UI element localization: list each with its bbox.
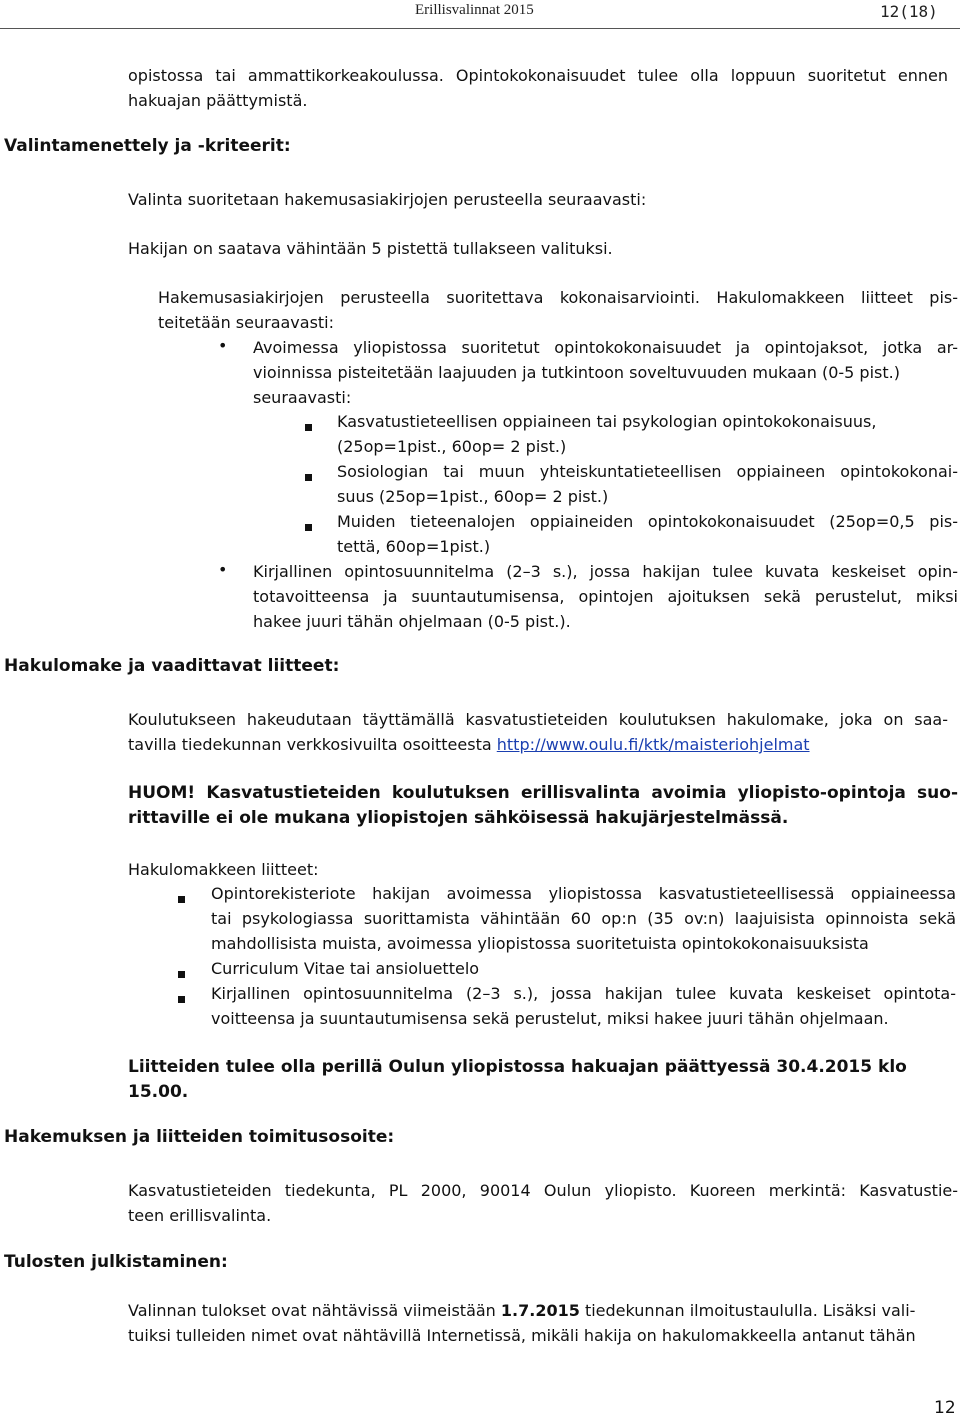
square-bullet-icon bbox=[178, 888, 185, 907]
square-bullet-icon bbox=[305, 466, 312, 485]
sub-bullet-3-line-2: tettä, 60op=1pist.) bbox=[337, 537, 491, 556]
tulokset-date: 1.7.2015 bbox=[500, 1301, 580, 1320]
deadline-line-2: 15.00. bbox=[128, 1082, 189, 1102]
liite-item-2: Curriculum Vitae tai ansioluettelo bbox=[211, 959, 480, 978]
document-header-title: Erillisvalinnat 2015 bbox=[415, 2, 534, 18]
liite-item-1-line-3: mahdollisista muista, avoimessa yliopistossa suoritetuista opintokokonaisuuksista bbox=[211, 934, 869, 953]
liite-item-3-line-1: Kirjallinen opintosuunnitelma (2–3 s.), jossa hakijan tulee kuvata keskeiset opintota- bbox=[211, 984, 956, 1003]
hakulomake-paragraph-line-2 bbox=[128, 732, 810, 757]
bullet-dot-icon: • bbox=[218, 336, 228, 355]
liite-item-3-line-2: voitteensa ja suuntautumisensa sekä perustelut, miksi hakee juuri tähän ohjelmaan. bbox=[211, 1009, 889, 1028]
intro-line-2: hakuajan päättymistä. bbox=[128, 91, 308, 110]
square-bullet-icon bbox=[178, 988, 185, 1007]
toimitus-address-line-2: teen erillisvalinta. bbox=[128, 1206, 272, 1225]
hakulomake-paragraph-line-1: Koulutukseen hakeudutaan täyttämällä kasvatustieteiden koulutuksen hakulomake, joka on saa- bbox=[128, 710, 948, 729]
bullet-1-line-3: seuraavasti: bbox=[253, 388, 352, 407]
sub-bullet-2-line-2: suus (25op=1pist., 60op= 2 pist.) bbox=[337, 487, 609, 506]
tulokset-text-c: tiedekunnan ilmoitustaululla. Lisäksi vali- bbox=[579, 1301, 916, 1320]
valinta-paragraph-2: Hakijan on saatava vähintään 5 pistettä tullakseen valituksi. bbox=[128, 239, 613, 258]
square-bullet-icon bbox=[305, 516, 312, 535]
huom-notice-line-2: rittaville ei ole mukana yliopistojen sähköisessä hakujärjestelmässä. bbox=[128, 808, 789, 828]
tulokset-text-a: Valinnan tulokset ovat nähtävissä viimeistään bbox=[128, 1301, 501, 1320]
bullet-2-line-2: totavoitteensa ja suuntautumisensa, opintojen ajoituksen sekä perustelut, miksi bbox=[253, 587, 958, 606]
section-heading-valinta: Valintamenettely ja -kriteerit: bbox=[4, 136, 291, 156]
valinta-paragraph-3-line-1: Hakemusasiakirjojen perusteella suoritettava kokonaisarviointi. Hakulomakkeen liitteet pis- bbox=[158, 288, 958, 307]
sub-bullet-3-line-1: Muiden tieteenalojen oppiaineiden opintokokonaisuudet (25op=0,5 pis- bbox=[337, 512, 958, 531]
intro-line-1: opistossa tai ammattikorkeakoulussa. Opintokokonaisuudet tulee olla loppuun suoritetut ennen bbox=[128, 66, 948, 85]
bullet-1-line-2: vioinnissa pisteitetään laajuuden ja tutkintoon soveltuvuuden mukaan (0-5 pist.) bbox=[253, 363, 900, 382]
page-indicator: 12(18) bbox=[880, 2, 938, 21]
header-divider bbox=[0, 28, 960, 29]
tulokset-line-1 bbox=[128, 1298, 958, 1323]
bullet-1-line-1: Avoimessa yliopistossa suoritetut opintokokonaisuudet ja opintojaksot, jotka ar- bbox=[253, 338, 958, 357]
bullet-2-line-1: Kirjallinen opintosuunnitelma (2–3 s.), jossa hakijan tulee kuvata keskeiset opin- bbox=[253, 562, 958, 581]
liitteet-title: Hakulomakkeen liitteet: bbox=[128, 860, 319, 879]
sub-bullet-1-line-1: Kasvatustieteellisen oppiaineen tai psykologian opintokokonaisuus, bbox=[337, 412, 877, 431]
section-heading-tulokset: Tulosten julkistaminen: bbox=[4, 1252, 228, 1272]
section-heading-hakulomake: Hakulomake ja vaadittavat liitteet: bbox=[4, 656, 340, 676]
tulokset-line-2: tuiksi tulleiden nimet ovat nähtävillä Internetissä, mikäli hakija on hakulomakkeella antanut tähän bbox=[128, 1326, 916, 1345]
footer-page-number: 12 bbox=[934, 1398, 956, 1418]
sub-bullet-1-line-2: (25op=1pist., 60op= 2 pist.) bbox=[337, 437, 567, 456]
valinta-paragraph-3-line-2: teitetään seuraavasti: bbox=[158, 313, 335, 332]
liite-item-1-line-2: tai psykologiassa suorittamista vähintään 60 op:n (35 ov:n) laajuisista opinnoista sekä bbox=[211, 909, 956, 928]
liite-item-1-line-1: Opintorekisteriote hakijan avoimessa yliopistossa kasvatustieteellisessä oppiaineessa bbox=[211, 884, 956, 903]
huom-notice-line-1: HUOM! Kasvatustieteiden koulutuksen erillisvalinta avoimia yliopisto-opintoja suo- bbox=[128, 783, 958, 803]
maisteriohjelmat-link[interactable]: http://www.oulu.fi/ktk/maisteriohjelmat bbox=[496, 735, 810, 754]
square-bullet-icon bbox=[305, 416, 312, 435]
square-bullet-icon bbox=[178, 963, 185, 982]
hakulomake-paragraph-text: tavilla tiedekunnan verkkosivuilta osoitteesta bbox=[128, 735, 497, 754]
section-heading-toimitus: Hakemuksen ja liitteiden toimitusosoite: bbox=[4, 1127, 395, 1147]
valinta-paragraph-1: Valinta suoritetaan hakemusasiakirjojen perusteella seuraavasti: bbox=[128, 190, 647, 209]
deadline-line-1: Liitteiden tulee olla perillä Oulun yliopistossa hakuajan päättyessä 30.4.2015 klo bbox=[128, 1057, 907, 1077]
sub-bullet-2-line-1: Sosiologian tai muun yhteiskuntatieteellisen oppiaineen opintokokonai- bbox=[337, 462, 958, 481]
bullet-dot-icon: • bbox=[218, 560, 228, 579]
toimitus-address-line-1: Kasvatustieteiden tiedekunta, PL 2000, 90014 Oulun yliopisto. Kuoreen merkintä: Kasvatustie- bbox=[128, 1181, 958, 1200]
bullet-2-line-3: hakee juuri tähän ohjelmaan (0-5 pist.). bbox=[253, 612, 571, 631]
